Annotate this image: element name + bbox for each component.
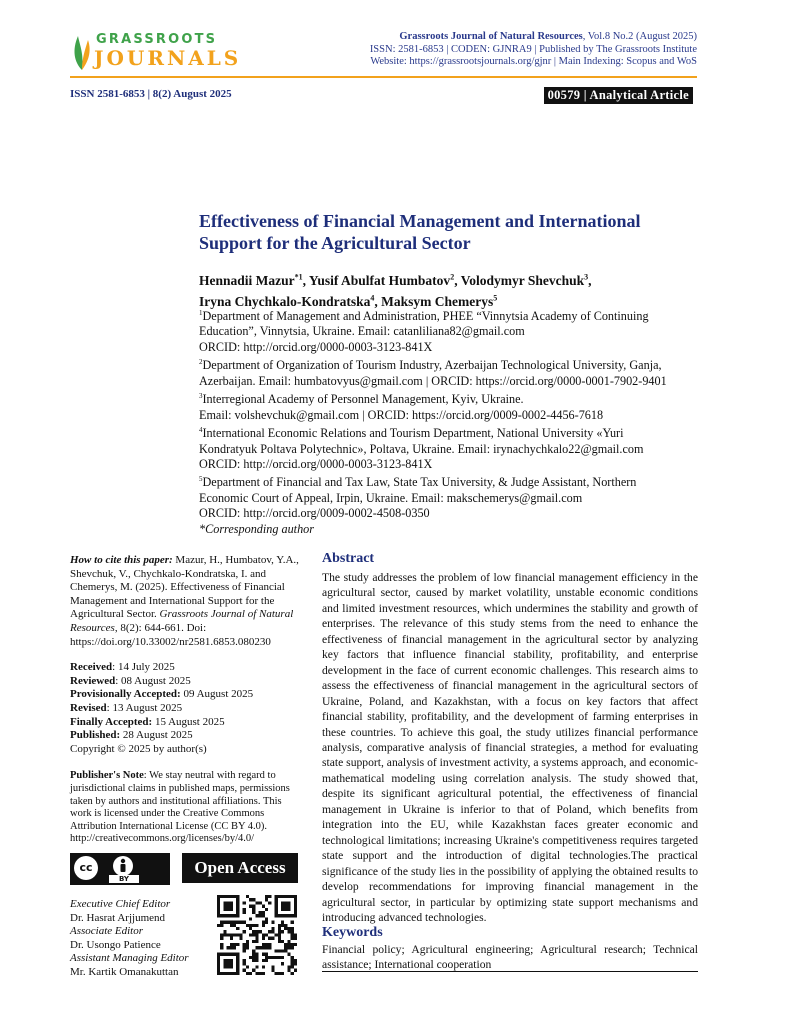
header-divider <box>70 76 697 78</box>
keywords-divider <box>322 971 698 972</box>
keywords-text: Financial policy; Agricultural engineering; Agricultural research; Technical assistance; International cooperation <box>322 943 698 971</box>
affiliation-line: Economic Court of Appeal, Irpin, Ukraine. Email: makschemerys@gmail.com <box>199 490 583 505</box>
date-published: Published: 28 August 2025 <box>70 729 193 742</box>
affiliation-line: Email: volshevchuk@gmail.com | ORCID: https://orcid.org/0009-0002-4456-7618 <box>199 407 604 422</box>
editor-role: Assistant Managing Editor <box>70 952 189 964</box>
editors-list <box>70 898 210 979</box>
orcid-link[interactable]: ORCID: http://orcid.org/0000-0003-3123-841X <box>199 456 433 471</box>
cc-by-license-badge[interactable] <box>70 853 170 885</box>
editor-role: Executive Chief Editor <box>70 898 171 910</box>
editor-name: Mr. Kartik Omanakuttan <box>70 965 179 978</box>
article-type-badge: 00579 | Analytical Article <box>544 87 693 104</box>
by-label: BY <box>109 875 139 883</box>
corresponding-author-note: *Corresponding author <box>199 521 315 536</box>
open-access-badge: Open Access <box>182 853 298 883</box>
affiliation-line: $^3$Interregional Academy of Personnel Management, Kyiv, Ukraine. <box>199 392 524 407</box>
author: Volodymyr Shevchuk$^3$, <box>460 272 592 288</box>
abstract-text: The study addresses the problem of low financial management efficiency in the agricultural sector, caused by market volatility, unstable economic conditions and limited investment resources, which undermines the stability and growth of enterprises. The relevance of this study stems from the need to enhance the effectiveness of financial management in the agricultural sector by analyzing key factors that influence financial stability, profitability, and enterprise development in the face of current economic challenges. This research aims to assess the effectiveness of financial management in the agricultural sectors of Ukraine, Poland, and Kazakhstan, with a focus on key factors that affect financial stability, profitability, and the development of farming enterprises in these countries. To achieve this goal, the study utilizes financial performance analysis, comparative analysis of financial strategies, a method for evaluating state support, analysis of investment activity, a systems approach, and economic-mathematical modeling using correlation analysis. The study showed that, despite its significant agricultural potential, the effectiveness of financial management in Ukraine is inferior to that of Poland, which benefits from integration into the EU, while Kazakhstan faces greater economic and technological limitations; increasing Ukraine's competitiveness requires targeted state support and the introduction of digital technologies.The practical significance of the study lies in the possibility of applying the obtained results to develop recommendations for improving financial management in the agricultural sector, in particular by optimizing state support mechanisms and introducing advanced technologies. <box>322 571 698 924</box>
affiliation-line: $^1$Department of Management and Administration, PHEE “Vinnytsia Academy of Continuing <box>199 309 649 324</box>
citation-block: How to cite this paper: Mazur, H., Humbatov, Y.A., Shevchuk, V., Chychkalo-Kondratska, I. and Chemerys, M. (2025). Effectiveness of Financial Management and International Support for the Agricultural Sector. Grassroots Journal of Natural Resources, 8(2): 644-661. Doi: https://doi.org/10.33002/nr2581.6853.080230 <box>70 554 299 648</box>
date-revised: Revised: 13 August 2025 <box>70 701 183 714</box>
website-line[interactable]: Website: https://grassrootsjournals.org/gjnr | Main Indexing: Scopus and WoS <box>370 56 697 67</box>
date-provisionally-accepted: Provisionally Accepted: 09 August 2025 <box>70 688 254 701</box>
journal-logo <box>70 32 242 74</box>
publisher-note: Publisher's Note: We stay neutral with regard to jurisdictional claims in published maps, permissions taken by authors and institutional affiliations. This work is licensed under the Creative Commons Attribution International License (CC BY 4.0). http://creativecommons.org/licenses/by/4.0/ <box>70 770 290 845</box>
article-dates <box>70 661 300 756</box>
keywords-heading: Keywords <box>322 925 383 940</box>
date-finally-accepted: Finally Accepted: 15 August 2025 <box>70 715 225 728</box>
journal-title-line: Grassroots Journal of Natural Resources, Vol.8 No.2 (August 2025) <box>399 31 697 42</box>
affiliation-line: Education”, Vinnytsia, Ukraine. Email: catanliliana82@gmail.com <box>199 324 525 339</box>
logo-word-journals: JOURNALS <box>94 46 242 70</box>
issn-coden-line: ISSN: 2581-6853 | CODEN: GJNRA9 | Published by The Grassroots Institute <box>369 43 697 55</box>
affiliation-line: $^2$Department of Organization of Tourism Industry, Azerbaijan Technological University, Ganja, <box>199 358 662 373</box>
copyright: Copyright © 2025 by author(s) <box>70 742 207 755</box>
paper-title: Effectiveness of Financial Management and International Support for the Agricultural Sector <box>199 211 641 253</box>
author: Iryna Chychkalo-Kondratska$^4$, <box>199 293 382 309</box>
author-list <box>199 268 689 311</box>
leaf-logo-icon <box>70 32 94 72</box>
affiliation-line: $^4$International Economic Relations and Tourism Department, National University «Yuri <box>199 426 624 441</box>
license-badges <box>70 853 298 883</box>
journal-header-info <box>370 31 697 69</box>
affiliation-line: Kondratyuk Poltava Polytechnic», Poltava, Ukraine. Email: irynachychkalo22@gmail.com <box>199 441 644 456</box>
editor-name: Dr. Usongo Patience <box>70 938 161 951</box>
abstract-heading: Abstract <box>322 551 375 566</box>
author: Hennadii Mazur$^{*1}$, <box>199 272 309 288</box>
orcid-link[interactable]: ORCID: http://orcid.org/0000-0003-3123-841X <box>199 339 433 354</box>
article-info-sidebar <box>70 554 300 846</box>
date-reviewed: Reviewed: 08 August 2025 <box>70 674 191 687</box>
editor-role: Associate Editor <box>70 925 144 937</box>
issn-volume: ISSN 2581-6853 | 8(2) August 2025 <box>70 88 232 100</box>
date-received: Received: 14 July 2025 <box>70 661 175 674</box>
affiliations <box>199 306 699 537</box>
logo-word-grassroots: GRASSROOTS <box>96 32 218 47</box>
attribution-person-icon <box>113 856 133 876</box>
author: Maksym Chemerys$^5$ <box>381 293 498 309</box>
author: Yusif Abulfat Humbatov$^2$, <box>308 272 461 288</box>
qr-code-icon[interactable] <box>217 895 297 975</box>
editor-name: Dr. Hasrat Arjjumend <box>70 911 166 924</box>
affiliation-line: Azerbaijan. Email: humbatovyus@gmail.com | ORCID: https://orcid.org/0000-0001-7902-9401 <box>199 373 667 388</box>
creative-commons-icon: cc <box>74 856 98 880</box>
orcid-link[interactable]: ORCID: http://orcid.org/0009-0002-4508-0350 <box>199 506 430 521</box>
affiliation-line: $^5$Department of Financial and Tax Law, State Tax University, & Judge Assistant, Northern <box>199 475 637 490</box>
